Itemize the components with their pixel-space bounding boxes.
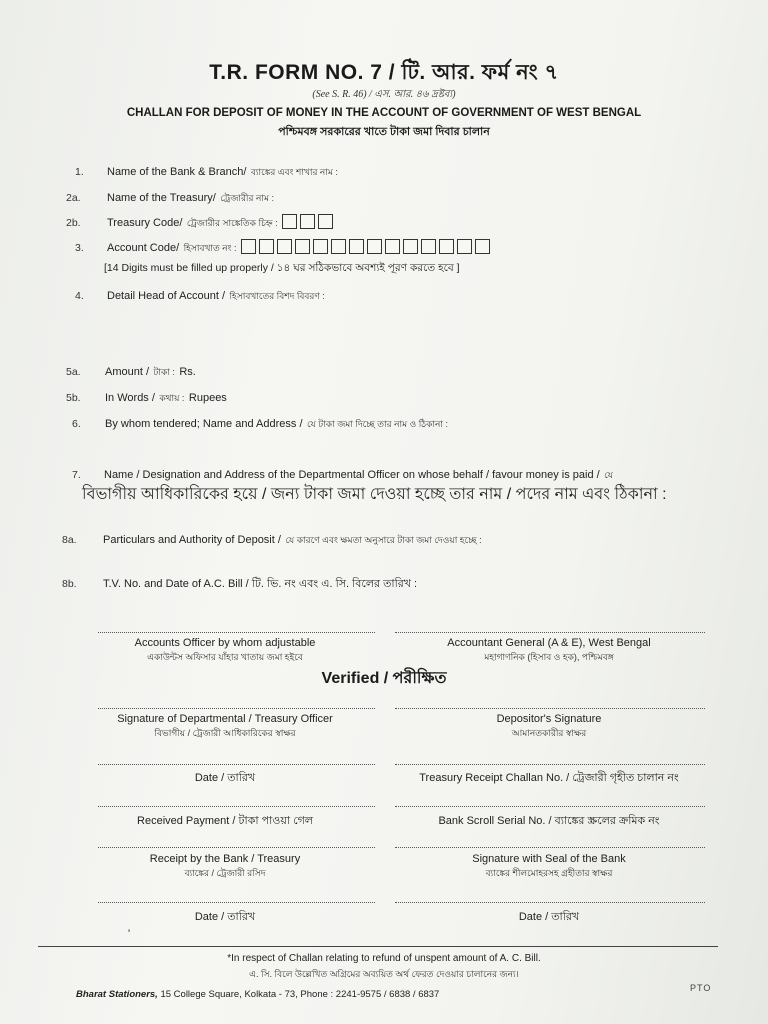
label-en: Particulars and Authority of Deposit / [103,534,281,546]
account-code-digit-box[interactable] [349,239,364,254]
accounts-officer-label: Accounts Officer by whom adjustable [134,637,316,649]
pto-marker: PTO [690,983,712,993]
treasury-code-boxes[interactable] [282,214,333,229]
account-code-digit-box[interactable] [385,239,400,254]
label-bn-tail: যে [604,470,613,480]
field-number: 8a. [62,534,77,546]
label-en: Treasury Code/ [107,217,183,229]
label-bn: যে কারণে এবং ক্ষমতা অনুসারে টাকা জমা দেওয়া হচ্ছে : [285,535,482,545]
account-code-digit-box[interactable] [439,239,454,254]
bank-scroll-serial-field[interactable]: Bank Scroll Serial No. / ব্যাঙ্কের স্ক্রলের ক্রমিক নং [438,815,660,827]
account-code-note: [14 Digits must be filled up properly / ১৪ ঘর সঠিকভাবে অবশ্যই পূরণ করতে হবে ] [104,262,460,274]
label-en: Amount / [105,366,150,378]
field-detail-head-label [107,286,325,304]
field-particulars-label [103,530,482,548]
account-code-digit-box[interactable] [367,239,382,254]
field-number: 8b. [62,578,77,590]
depositor-signature-label: Depositor's Signature [496,713,602,725]
account-code-digit-box[interactable] [313,239,328,254]
dept-officer-signature-label: Signature of Departmental / Treasury Officer [117,713,333,725]
label-en: T.V. No. and Date of A.C. Bill / টি. ভি. নং এবং এ. সি. বিলের তারিখ : [103,578,418,590]
treasury-code-digit-box[interactable] [300,214,315,229]
field-number: 4. [75,290,84,302]
dept-officer-signature-label-bn: বিভাগীয় / ট্রেজারী আধিকারিকের স্বাক্ষর [154,728,296,738]
treasury-code-digit-box[interactable] [282,214,297,229]
label-en: In Words / [105,392,155,404]
account-code-digit-box[interactable] [259,239,274,254]
field-tv-number[interactable] [62,574,77,592]
label-bn: ব্যাঙ্কের এবং শাখার নাম : [250,167,338,177]
dept-officer-signature-block[interactable] [70,713,380,741]
printer-imprint [76,989,439,1000]
footer-note: *In respect of Challan relating to refund of unspent amount of A. C. Bill. [227,953,541,964]
field-number: 1. [75,166,84,178]
bank-receipt-label-bn: ব্যাঙ্কের / ট্রেজারী রসিদ [184,868,266,878]
stray-mark: ' [128,928,131,940]
signature-line [395,764,705,765]
field-treasury-name[interactable] [66,188,81,206]
label-bn: হিসাবখাত নং : [183,243,237,253]
signature-line [98,806,375,807]
field-treasury-name-label [107,188,274,206]
printer-name: Bharat Stationers, [76,989,158,1000]
accountant-general-label: Accountant General (A & E), West Bengal [447,637,651,649]
form-heading-bengali: পশ্চিমবঙ্গ সরকারের খাতে টাকা জমা দিবার চালান [278,126,490,138]
label-en: Detail Head of Account / [107,290,226,302]
accountant-general-label-bn: মহাগাণনিক (হিসাব ও হক), পশ্চিমবঙ্গ [484,652,614,662]
field-particulars[interactable] [62,530,77,548]
label-en: Name / Designation and Address of the Departmental Officer on whose behalf / favour money is paid / [104,469,600,481]
currency-label: Rs. [179,366,196,378]
date-field-bottom-left[interactable]: Date / তারিখ [194,911,256,923]
field-account-code-label [107,238,490,256]
field-number: 5b. [66,392,81,404]
field-in-words-label [105,388,227,406]
depositor-signature-block[interactable] [390,713,708,741]
account-code-digit-box[interactable] [421,239,436,254]
label-en: By whom tendered; Name and Address / [105,418,303,430]
label-bn: হিসাবখাতের বিশদ বিবরণ : [229,291,325,301]
date-field-left[interactable]: Date / তারিখ [194,772,256,784]
depositor-signature-label-bn: আমানতকারীর স্বাক্ষর [511,728,587,738]
account-code-digit-box[interactable] [331,239,346,254]
signature-line [98,764,375,765]
accounts-officer-block[interactable] [70,637,380,665]
treasury-receipt-challan-field[interactable]: Treasury Receipt Challan No. / ট্রেজারী গৃহীত চালান নং [419,772,679,784]
field-detail-head[interactable] [75,286,84,304]
label-en: Account Code/ [107,242,180,254]
account-code-digit-box[interactable] [475,239,490,254]
field-number: 2a. [66,192,81,204]
label-en: Name of the Bank & Branch/ [107,166,247,178]
account-code-digit-box[interactable] [241,239,256,254]
treasury-code-digit-box[interactable] [318,214,333,229]
field-amount[interactable] [66,362,81,380]
accounts-officer-label-bn: একাউন্টস অফিসার যাঁহার খাতায় জমা হইবে [147,652,303,662]
signature-line [395,806,705,807]
label-bn: টাকা : [153,367,175,377]
field-departmental-officer-label-bn: বিভাগীয় আধিকারিকের হয়ে / জন্য টাকা জমা দেওয়া হচ্ছে তার নাম / পদের নাম এবং ঠিকানা : [82,486,667,503]
signature-line [395,632,705,633]
field-number: 2b. [66,217,81,229]
label-bn: কথায় : [159,393,185,403]
field-bank-branch-label [107,162,338,180]
bank-receipt-label: Receipt by the Bank / Treasury [149,853,301,865]
field-number: 3. [75,242,84,254]
field-bank-branch[interactable] [75,162,84,180]
signature-line [395,902,705,903]
date-field-bottom-right[interactable]: Date / তারিখ [518,911,580,923]
label-en: Name of the Treasury/ [107,192,216,204]
rupees-label: Rupees [188,392,227,404]
field-treasury-code[interactable] [66,213,81,231]
footer-divider [38,946,718,947]
field-amount-label [105,362,196,380]
account-code-digit-box[interactable] [403,239,418,254]
field-number: 6. [72,418,81,430]
field-in-words[interactable] [66,388,81,406]
form-heading-english: CHALLAN FOR DEPOSIT OF MONEY IN THE ACCOUNT OF GOVERNMENT OF WEST BENGAL [126,107,642,119]
field-account-code[interactable] [75,238,84,256]
account-code-digit-box[interactable] [295,239,310,254]
account-code-digit-box[interactable] [277,239,292,254]
accountant-general-block[interactable] [390,637,708,665]
account-code-boxes[interactable] [241,239,490,254]
label-bn: যে টাকা জমা দিচ্ছে তার নাম ও ঠিকানা : [306,419,449,429]
bank-seal-signature-label-bn: ব্যাঙ্কের শীলমোহরসহ গ্রহীতার স্বাক্ষর [485,868,613,878]
footer-note-bn: এ. সি. বিলে উল্লেখিত অগ্রিমের অব্যয়িত অর্থ ফেরত দেওয়ার চালানের জন্য। [249,969,519,979]
field-number: 5a. [66,366,81,378]
printer-address: 15 College Square, Kolkata - 73, Phone : 2241-9575 / 6838 / 6837 [160,989,440,1000]
field-tendered-by[interactable] [72,414,81,432]
form-reference: (See S. R. 46) / এস. আর. ৪৬ দ্রষ্টব্য) [312,89,456,100]
label-bn: ট্রেজারীর নাম : [220,193,274,203]
signature-line [98,632,375,633]
signature-line [395,847,705,848]
signature-line [98,847,375,848]
field-departmental-officer[interactable] [72,465,81,483]
field-number: 7. [72,469,81,481]
bank-seal-signature-block[interactable] [390,853,708,881]
signature-line [98,708,375,709]
form-title: T.R. FORM NO. 7 / টি. আর. ফর্ম নং ৭ [209,61,559,84]
account-code-digit-box[interactable] [457,239,472,254]
signature-line [98,902,375,903]
bank-seal-signature-label: Signature with Seal of the Bank [472,853,626,865]
label-bn: ট্রেজারীর সাঙ্কেতিক চিহ্ন : [186,218,278,228]
received-payment-field[interactable]: Received Payment / টাকা পাওয়া গেল [137,815,313,827]
field-tendered-by-label [105,414,448,432]
verified-heading: Verified / পরীক্ষিত [321,670,447,687]
bank-receipt-block[interactable] [70,853,380,881]
field-treasury-code-label [107,213,333,231]
field-tv-number-label [103,574,417,594]
signature-line [395,708,705,709]
